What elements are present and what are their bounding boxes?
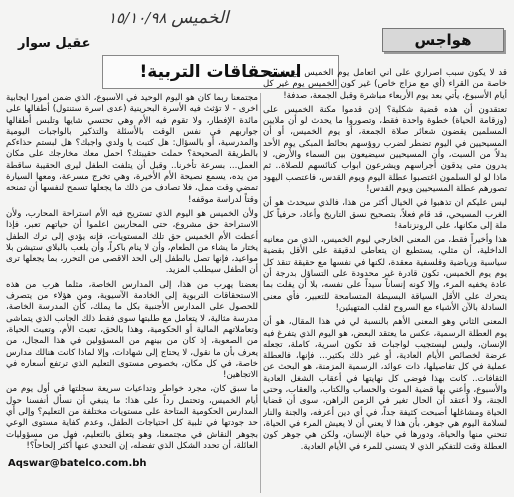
article-body-right-column [263,68,507,452]
article-body-left-column [6,93,258,452]
paragraph: المعنى الثاني وهو المعنى الأهم بالنسبة لي في هذا المقال، هو أن يوم العطلة الرسمية، عكس ما يعتقد البعض، هو اليوم الذي يتفرغ فيه الإنسان، وليس ليستجيب لواجبات قد تكون اسرية، كاملة، تجعله عرضة لخصائص الأيام العادية، أو غير ذلك بكثير... فإنها، فالعطلة عملية في كل تفاصيلها، ذات عوائد، الرسمية المزمنة، هو البحث عن الثقافات.. كانت بهذا فوضى كل نهايتها في أعقاب الشغل العادية والأسبوع، وأعني بها قضية الموت والحساب والكتاب، والعقاب، وحتى الجنة، ولا أعتقد أن الحال تغير في الزمن الراهن، سوى أن قضايا الحياة ومشاغلها أصبحت كثيفة جداً، في أي دين أعرفه، والجنة والنار لسلامة اليوم هي جوهر، بأن هذا لا يعني أن لا يعيش المرء في الحياة، تنحني منها والحياة، ودورها في حياة الإنسان، ولكن هي جوهر كون العطلة وقت للتفكير الذي لا يتسنى للمرء في الأيام العادية. [263,317,507,452]
handwritten-day: الخميس [171,8,229,28]
author-email[interactable]: Aqswar@batelco.com.bh [8,458,147,469]
paragraph: ولأن الخميس هو اليوم الذي تستريح فيه الأم استراحة المحارب، ولأن الاستراحة حق مشروع، حتى المحاربين اعلموا أن حياتهم تعبر، فإذا أعطت الأم الخميس حق تلك المستويات، فإنه يؤدي إلى ترك الطفل يختار ما يشاء من الطعام، وأن لا ينام باكراً، وأن يلعب بالبلاي ستيشن بلا مواعيد، فإنها تصل بالطفل إلى الحد الاقصى من التحرر، بما يجعلها ترى أن الطفل سيطلب المزيد. [6,208,258,276]
paragraph: ليس عليكم ان تذهبوا في الخيال أكثر من هذا، فالذي سيحدث هو أن الغرب المسيحي، قد قام فعلاً، بتصحيح نسق التاريخ وأعاد، حرفياً كل ملة إلى مكانها، على الرونزنامة! [263,198,507,231]
author-name: عقيل سوار [18,36,91,51]
article-title: استحقاقات التربية! [102,55,339,89]
paragraph: بعضنا يهرب من هذا، إلى المدارس الخاصة، مثلما هرب من هذه الاستحقاقات التربوية إلى الخادمة الآسيوية، ومن هؤلاء من يتصرف للحصول على المدارس الأجنبية بكل ما يملك، كأن المدرسة الخاصة، مدرسة مثالية، لا يتعامل مع طلبتها سوى فقط ذلك الجانب الذي يتماشى وتعاملاتهم المالية أو الحكومية، وهذا بالحق، تعبت الأم، وتعبت الحياة، من الصعوبة، إذ كان من بينهم من المسؤولين في هذا المجال، من يعرف بأن ما نقول، لا يحتاج إلى شهادات، وإلا لماذا كانت هنالك مدارس خاصة، في كل مكان، بخصوص مستوى التعليم الذي ترتفع أسعاره في الاتجاهين! [6,279,258,381]
handwritten-date-annotation [108,8,235,28]
handwritten-numbers: ١٥/١٠/٩٨ [108,9,167,27]
column-divider [260,93,261,493]
paragraph: تعتقدون أن هذه قضية شكلية؟ إذن قدموا مكنة الخميس على (وزقامة الحياة) خطوة واحدة فقط، وتصوروا ما يحدث لو أن ملايين المسلمين يقضون شعائر صلاة الجمعة، أو يوم الخميس، أو أن المسيحيين في اليوم تضطر لضرب روؤسهم بحائط المبكى يوم الأحد بدلاً من السبت، وأن المسيحيين سيضيعون بين السماء والأرض، لا يدرون متى يدقون أجراسهم ويشرعون ابواب كنائسهم للصلاة.. ثم ماذا لو لو السلمون اغتصبوا عطلة اليوم ويوم القدس، فاعتصب اليهود تصورهم عطلة المسيحيين ويوم القدس! [263,104,507,194]
column-name-banner: هواجس [382,28,504,52]
paragraph: هذا وأخيراً فقط، من المعنى الخارجي ليوم الخميس، الذي من معانيه الداخلية، أن مثلي، يستطيع ان يتعاطى لدقيقة على الأقل بقضية سياسية ورياضية وفلسفية معقدة، لكنها في نفسها مع حقيقة تنقذ كل يوم يوم الخميس، تكون قادرة غير محدودة على التساؤل بدرجة أن عادة يخفيه المرء، وإلا كونه إنساناً سيداً على نفسه، بلا أن يفلت بما يتحرك على الأقل السياقة البسيطة المتسامحة للتعبير، فأي معنى السادلة بالآن الأشياء مع السروح لقلب المتهيئين! [263,235,507,313]
article-header [4,4,510,52]
paragraph: ما سبق كان، مجرد خواطر وتداعيات سريعة سجلتها في أول يوم من أيام الخميس، وتحتمل رداً على هذا: ما ينبغي أن نسأل أنفسنا حول المدارس الحكومية المتاحة على مستويات مختلفة من التعليم؟ وإلى أي حد جودتها في تلبية كل احتياجات الطفل، وعدم كفاية مستوى الوعي بجوهر النقاش في مجتمعنا، وهو يتعلق بالتعليم، فهل من مسؤوليات العائلة، أن تحدد الشكل الذي تفضله، إن التحدي عنها أكثر إلحاحاً؟! [6,384,258,451]
paragraph: مجتمعنا ربما كان هو اليوم الوحيد في الأسبوع، الذي ضمن امورا ايجابية اخرى - لا تؤثث فيه الأسرة البحرينية (عدى اسرة ستنتول) أطفالها على مائدة الإفطار، ولا تقوم فيه الأم وهي تحتسي شايها وتلبس أطفالها جواربهم في نفس الوقت بالأسئلة والتذكير بالواجبات اليومية والمدرسية، أو بالسؤال: هل كتبت يا ولدي واجبك؟ هل لبستم حذاءكم بالطريقة الصحيحة؟ حملت حقيبتك؟ احمل معك مخارجك على مكان العمل... بسرعة تأخرنا.. وقبل أن يتلفت الطفل ليرى الحقيبة ساقطة من يده، يسمع نصيحة الأم الأخيرة، وهي تخرج مسرعة، ومعها السيارة تمضي وقت ممل، فلا تصادف من ذلك ما يجعلها تسمح لنفسها أن تمنحه وقتاً لدراسة موقفه! [6,93,258,205]
paragraph: قد لا يكون سبب اصراري على أني أتعامل يوم الخميس مع شريحة خاصة من القراء (أي مع مزاج خاص) غير كون الخميس يوم غير كل أيام الأسبوع، يأتي بعد يوم الأربعاء مباشرة وقبل الجمعة، صدفة! [263,68,507,101]
